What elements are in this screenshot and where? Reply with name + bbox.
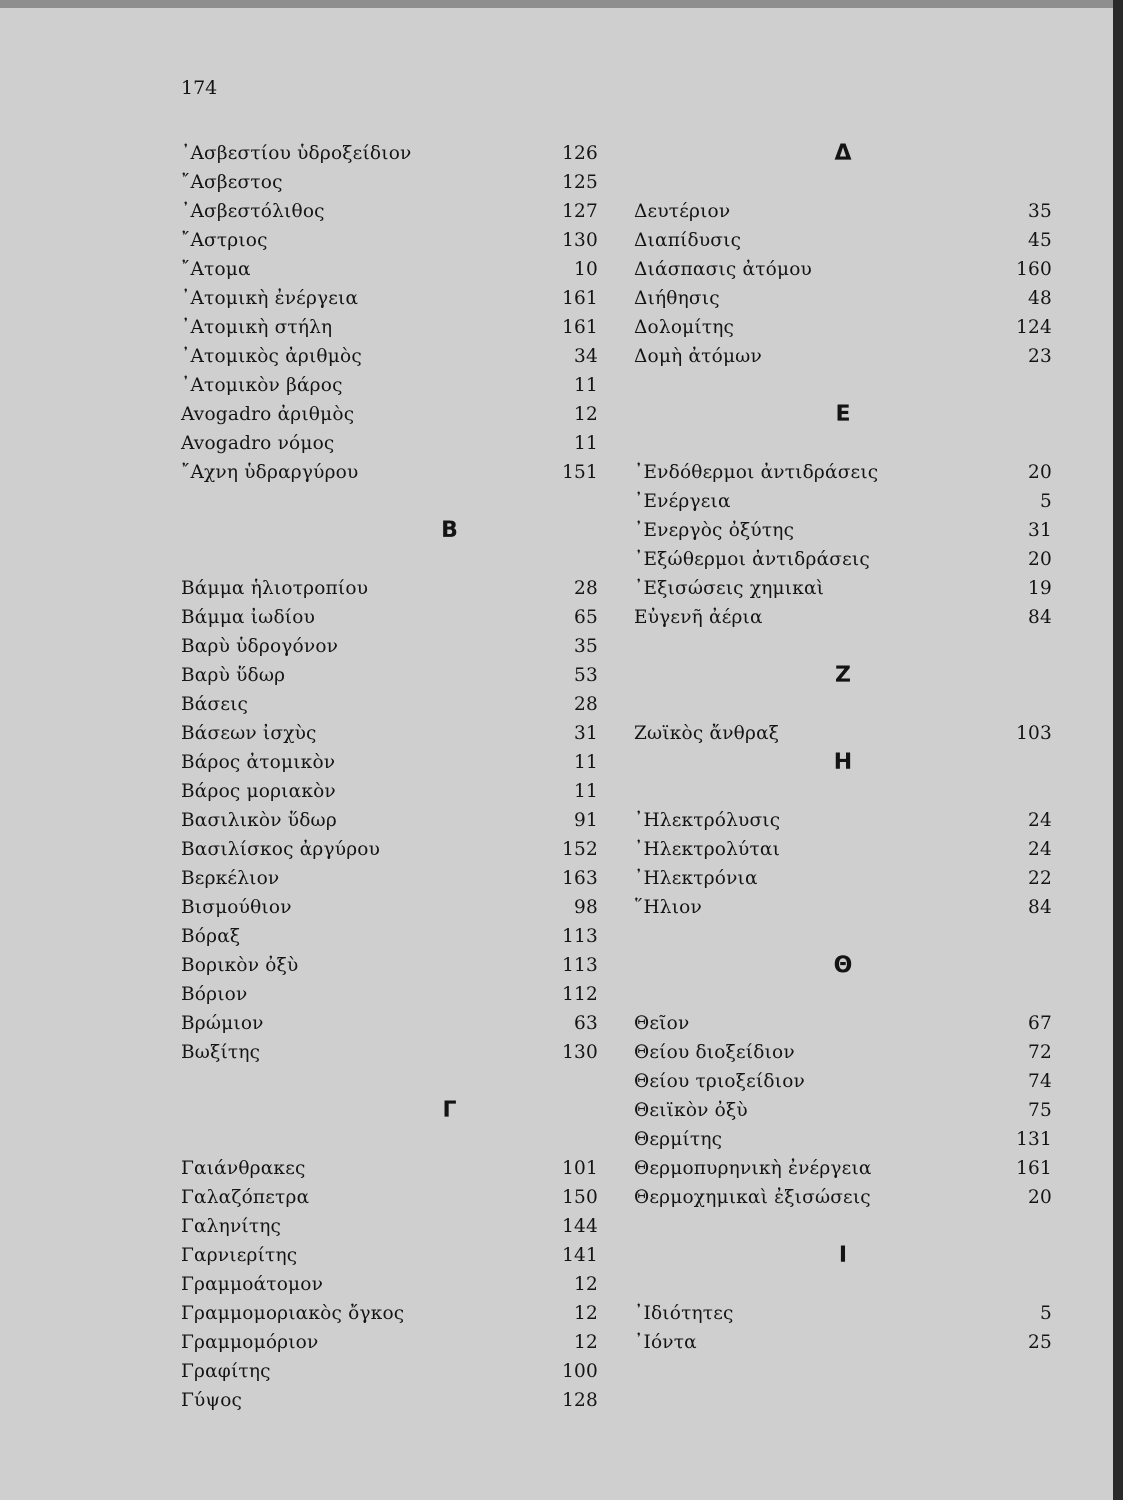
page-reference: 75 [1028, 1100, 1052, 1121]
section-heading: Β [441, 518, 458, 543]
index-term: Γαλαζόπετρα [181, 1187, 310, 1208]
index-term: ᾿Εξισώσεις χημικαὶ [634, 578, 825, 599]
index-term: Βωξίτης [181, 1042, 261, 1063]
index-entry [181, 1270, 598, 1299]
index-entry [634, 893, 1052, 922]
index-term: Βάμμα ἰωδίου [181, 607, 316, 628]
index-term: Βασιλικὸν ὕδωρ [181, 810, 337, 831]
page-number: 174 [181, 77, 218, 99]
page-reference: 152 [562, 839, 598, 860]
index-term: Διήθησις [634, 288, 720, 309]
index-entry [634, 1328, 1052, 1357]
page-reference: 161 [562, 317, 598, 338]
index-term: Βάρος μοριακὸν [181, 781, 336, 802]
index-entry [634, 1067, 1052, 1096]
index-term: ῎Ασβεστος [181, 172, 283, 193]
index-entry [181, 835, 598, 864]
index-term: Θερμοχημικαὶ ἐξισώσεις [634, 1187, 871, 1208]
index-term: Θείου διοξείδιον [634, 1042, 795, 1063]
page-reference: 144 [562, 1216, 598, 1237]
section-heading: Ι [838, 1243, 848, 1268]
index-term: Δολομίτης [634, 317, 735, 338]
page-reference: 150 [562, 1187, 598, 1208]
page-reference: 24 [1028, 810, 1052, 831]
page-reference: 35 [574, 636, 598, 657]
index-term: Βάρος ἀτομικὸν [181, 752, 336, 773]
index-entry [181, 400, 598, 429]
index-section [181, 139, 598, 487]
page-reference: 20 [1028, 462, 1052, 483]
index-entry [634, 516, 1052, 545]
page-reference: 24 [1028, 839, 1052, 860]
page-reference: 151 [562, 462, 598, 483]
page-reference: 100 [562, 1361, 598, 1382]
section-heading: Ε [835, 402, 851, 427]
page-reference: 126 [562, 143, 598, 164]
page-reference: 22 [1028, 868, 1052, 889]
index-entry [181, 1212, 598, 1241]
index-term: Βρώμιον [181, 1013, 264, 1034]
page-reference: 160 [1016, 259, 1052, 280]
index-term: ᾿Ασβεστόλιθος [181, 201, 325, 222]
index-entry [634, 487, 1052, 516]
index-entry [181, 1038, 598, 1067]
page-right-edge [1113, 0, 1123, 1500]
index-term: Διαπίδυσις [634, 230, 742, 251]
index-term: Βερκέλιον [181, 868, 280, 889]
index-term: Βάσεις [181, 694, 249, 715]
index-entry [181, 922, 598, 951]
index-entry [634, 458, 1052, 487]
page-reference: 84 [1028, 897, 1052, 918]
page-reference: 28 [574, 578, 598, 599]
page-reference: 65 [574, 607, 598, 628]
index-term: Θειϊκὸν ὀξὺ [634, 1100, 748, 1121]
index-entry [181, 458, 598, 487]
index-entry [181, 168, 598, 197]
index-term: ᾿Ατομικὴ στήλη [181, 317, 333, 338]
index-section [634, 458, 1052, 632]
index-section [634, 1299, 1052, 1357]
page-reference: 128 [562, 1390, 598, 1411]
index-term: Γραμμομόριον [181, 1332, 319, 1353]
index-term: ᾿Ατομικὸν βάρος [181, 375, 343, 396]
page-reference: 31 [1028, 520, 1052, 541]
index-section [634, 719, 1052, 748]
index-term: Γαληνίτης [181, 1216, 282, 1237]
index-entry [181, 806, 598, 835]
index-entry [634, 864, 1052, 893]
index-term: ᾿Ιδιότητες [634, 1303, 734, 1324]
index-term: Βόριον [181, 984, 248, 1005]
page-reference: 101 [562, 1158, 598, 1179]
index-term: Ζωϊκὸς ἄνθραξ [634, 723, 780, 744]
index-entry [634, 313, 1052, 342]
index-entry [634, 255, 1052, 284]
index-term: Γύψος [181, 1390, 243, 1411]
index-term: Γραφίτης [181, 1361, 271, 1382]
page-reference: 53 [574, 665, 598, 686]
page-reference: 10 [574, 259, 598, 280]
index-term: Avogadro ἀριθμὸς [181, 404, 355, 425]
index-entry [181, 1183, 598, 1212]
index-entry [181, 777, 598, 806]
index-entry [181, 1386, 598, 1415]
index-entry [181, 342, 598, 371]
index-column-right [634, 139, 1052, 1357]
page-reference: 74 [1028, 1071, 1052, 1092]
index-term: ᾿Ενέργεια [634, 491, 731, 512]
index-term: Διάσπασις ἀτόμου [634, 259, 812, 280]
index-term: ᾿Εξώθερμοι ἀντιδράσεις [634, 549, 870, 570]
index-term: Βαρὺ ὑδρογόνον [181, 636, 339, 657]
index-entry [181, 748, 598, 777]
index-entry [181, 284, 598, 313]
index-entry [181, 139, 598, 168]
index-entry [634, 574, 1052, 603]
index-term: Γραμμομοριακὸς ὄγκος [181, 1303, 405, 1324]
index-term: ᾿Ηλεκτρόνια [634, 868, 758, 889]
section-heading: Δ [834, 141, 852, 166]
index-entry [634, 603, 1052, 632]
index-entry [181, 429, 598, 458]
index-entry [181, 603, 598, 632]
index-entry [634, 1038, 1052, 1067]
index-term: Βασιλίσκος ἀργύρου [181, 839, 381, 860]
page-reference: 103 [1016, 723, 1052, 744]
index-term: ῎Αχνη ὑδραργύρου [181, 462, 359, 483]
page-reference: 12 [574, 1332, 598, 1353]
page-reference: 20 [1028, 1187, 1052, 1208]
index-entry [181, 1241, 598, 1270]
index-entry [634, 1183, 1052, 1212]
index-section [181, 1154, 598, 1415]
index-term: ᾿Ατομικὴ ἐνέργεια [181, 288, 359, 309]
index-term: Βισμούθιον [181, 897, 292, 918]
page-reference: 125 [562, 172, 598, 193]
page-reference: 63 [574, 1013, 598, 1034]
index-entry [634, 1009, 1052, 1038]
index-entry [181, 574, 598, 603]
index-entry [181, 1009, 598, 1038]
index-entry [634, 719, 1052, 748]
page-reference: 113 [562, 926, 598, 947]
page-reference: 163 [562, 868, 598, 889]
index-term: ῎Αστριος [181, 230, 268, 251]
section-heading: Η [833, 750, 853, 775]
index-term: ῞Ηλιον [634, 897, 702, 918]
index-term: ᾿Ηλεκτρόλυσις [634, 810, 781, 831]
index-entry [181, 1299, 598, 1328]
index-entry [181, 719, 598, 748]
index-term: Βάμμα ἡλιοτροπίου [181, 578, 369, 599]
index-entry [634, 1125, 1052, 1154]
index-entry [181, 1328, 598, 1357]
index-term: Γαιάνθρακες [181, 1158, 306, 1179]
index-term: Δομὴ ἀτόμων [634, 346, 762, 367]
index-term: Θείου τριοξείδιον [634, 1071, 805, 1092]
section-heading: Ζ [835, 663, 851, 688]
index-entry [181, 1154, 598, 1183]
page-reference: 28 [574, 694, 598, 715]
index-entry [181, 951, 598, 980]
page-reference: 112 [562, 984, 598, 1005]
index-term: ᾿Ασβεστίου ὑδροξείδιον [181, 143, 412, 164]
page-reference: 25 [1028, 1332, 1052, 1353]
page-reference: 11 [574, 752, 598, 773]
page-reference: 12 [574, 1303, 598, 1324]
page-reference: 12 [574, 404, 598, 425]
page-reference: 19 [1028, 578, 1052, 599]
page-reference: 131 [1016, 1129, 1052, 1150]
index-entry [181, 690, 598, 719]
index-entry [181, 226, 598, 255]
index-entry [181, 371, 598, 400]
index-term: Θεῖον [634, 1013, 690, 1034]
page-reference: 12 [574, 1274, 598, 1295]
section-heading: Θ [833, 953, 853, 978]
index-column-left [181, 139, 598, 1415]
page-reference: 11 [574, 433, 598, 454]
page-reference: 20 [1028, 549, 1052, 570]
page-reference: 124 [1016, 317, 1052, 338]
index-term: Βορικὸν ὀξὺ [181, 955, 299, 976]
index-entry [181, 661, 598, 690]
index-entry [181, 893, 598, 922]
page-top-edge [0, 0, 1123, 8]
index-entry [634, 342, 1052, 371]
index-term: Βαρὺ ὕδωρ [181, 665, 286, 686]
index-term: ᾿Ενεργὸς ὀξύτης [634, 520, 795, 541]
index-term: Εὐγενῆ ἀέρια [634, 607, 763, 628]
page-reference: 130 [562, 1042, 598, 1063]
page-reference: 11 [574, 781, 598, 802]
index-section [634, 1009, 1052, 1212]
index-term: Avogadro νόμος [181, 433, 335, 454]
index-term: ᾿Ενδόθερμοι ἀντιδράσεις [634, 462, 879, 483]
index-entry [181, 197, 598, 226]
index-term: ᾿Ιόντα [634, 1332, 697, 1353]
index-entry [181, 864, 598, 893]
index-entry [181, 632, 598, 661]
index-entry [634, 197, 1052, 226]
page-reference: 72 [1028, 1042, 1052, 1063]
index-term: Θερμοπυρηνικὴ ἐνέργεια [634, 1158, 872, 1179]
page-reference: 48 [1028, 288, 1052, 309]
index-term: ᾿Ατομικὸς ἀριθμὸς [181, 346, 362, 367]
index-term: Βόραξ [181, 926, 241, 947]
index-entry [181, 980, 598, 1009]
index-section [634, 197, 1052, 371]
index-term: ᾿Ηλεκτρολύται [634, 839, 781, 860]
index-term: Βάσεων ἰσχὺς [181, 723, 317, 744]
page-reference: 5 [1040, 491, 1052, 512]
index-entry [634, 1299, 1052, 1328]
index-term: Θερμίτης [634, 1129, 723, 1150]
page-reference: 141 [562, 1245, 598, 1266]
index-entry [634, 226, 1052, 255]
page-reference: 67 [1028, 1013, 1052, 1034]
page-reference: 98 [574, 897, 598, 918]
section-heading: Γ [442, 1098, 457, 1123]
page-reference: 11 [574, 375, 598, 396]
index-term: Γαρνιερίτης [181, 1245, 298, 1266]
index-term: ῎Ατομα [181, 259, 251, 280]
page-reference: 127 [562, 201, 598, 222]
page-reference: 84 [1028, 607, 1052, 628]
page-reference: 161 [1016, 1158, 1052, 1179]
index-section [181, 574, 598, 1067]
page-reference: 35 [1028, 201, 1052, 222]
index-entry [634, 1096, 1052, 1125]
page-reference: 34 [574, 346, 598, 367]
index-entry [634, 545, 1052, 574]
page-reference: 130 [562, 230, 598, 251]
index-entry [181, 313, 598, 342]
page-reference: 113 [562, 955, 598, 976]
index-entry [634, 806, 1052, 835]
index-entry [181, 255, 598, 284]
page-reference: 45 [1028, 230, 1052, 251]
index-entry [634, 1154, 1052, 1183]
index-entry [634, 835, 1052, 864]
page-reference: 31 [574, 723, 598, 744]
index-entry [181, 1357, 598, 1386]
index-term: Γραμμοάτομον [181, 1274, 324, 1295]
index-term: Δευτέριον [634, 201, 731, 222]
index-section [634, 806, 1052, 922]
page-reference: 91 [574, 810, 598, 831]
index-entry [634, 284, 1052, 313]
page-reference: 23 [1028, 346, 1052, 367]
page-reference: 5 [1040, 1303, 1052, 1324]
page-reference: 161 [562, 288, 598, 309]
